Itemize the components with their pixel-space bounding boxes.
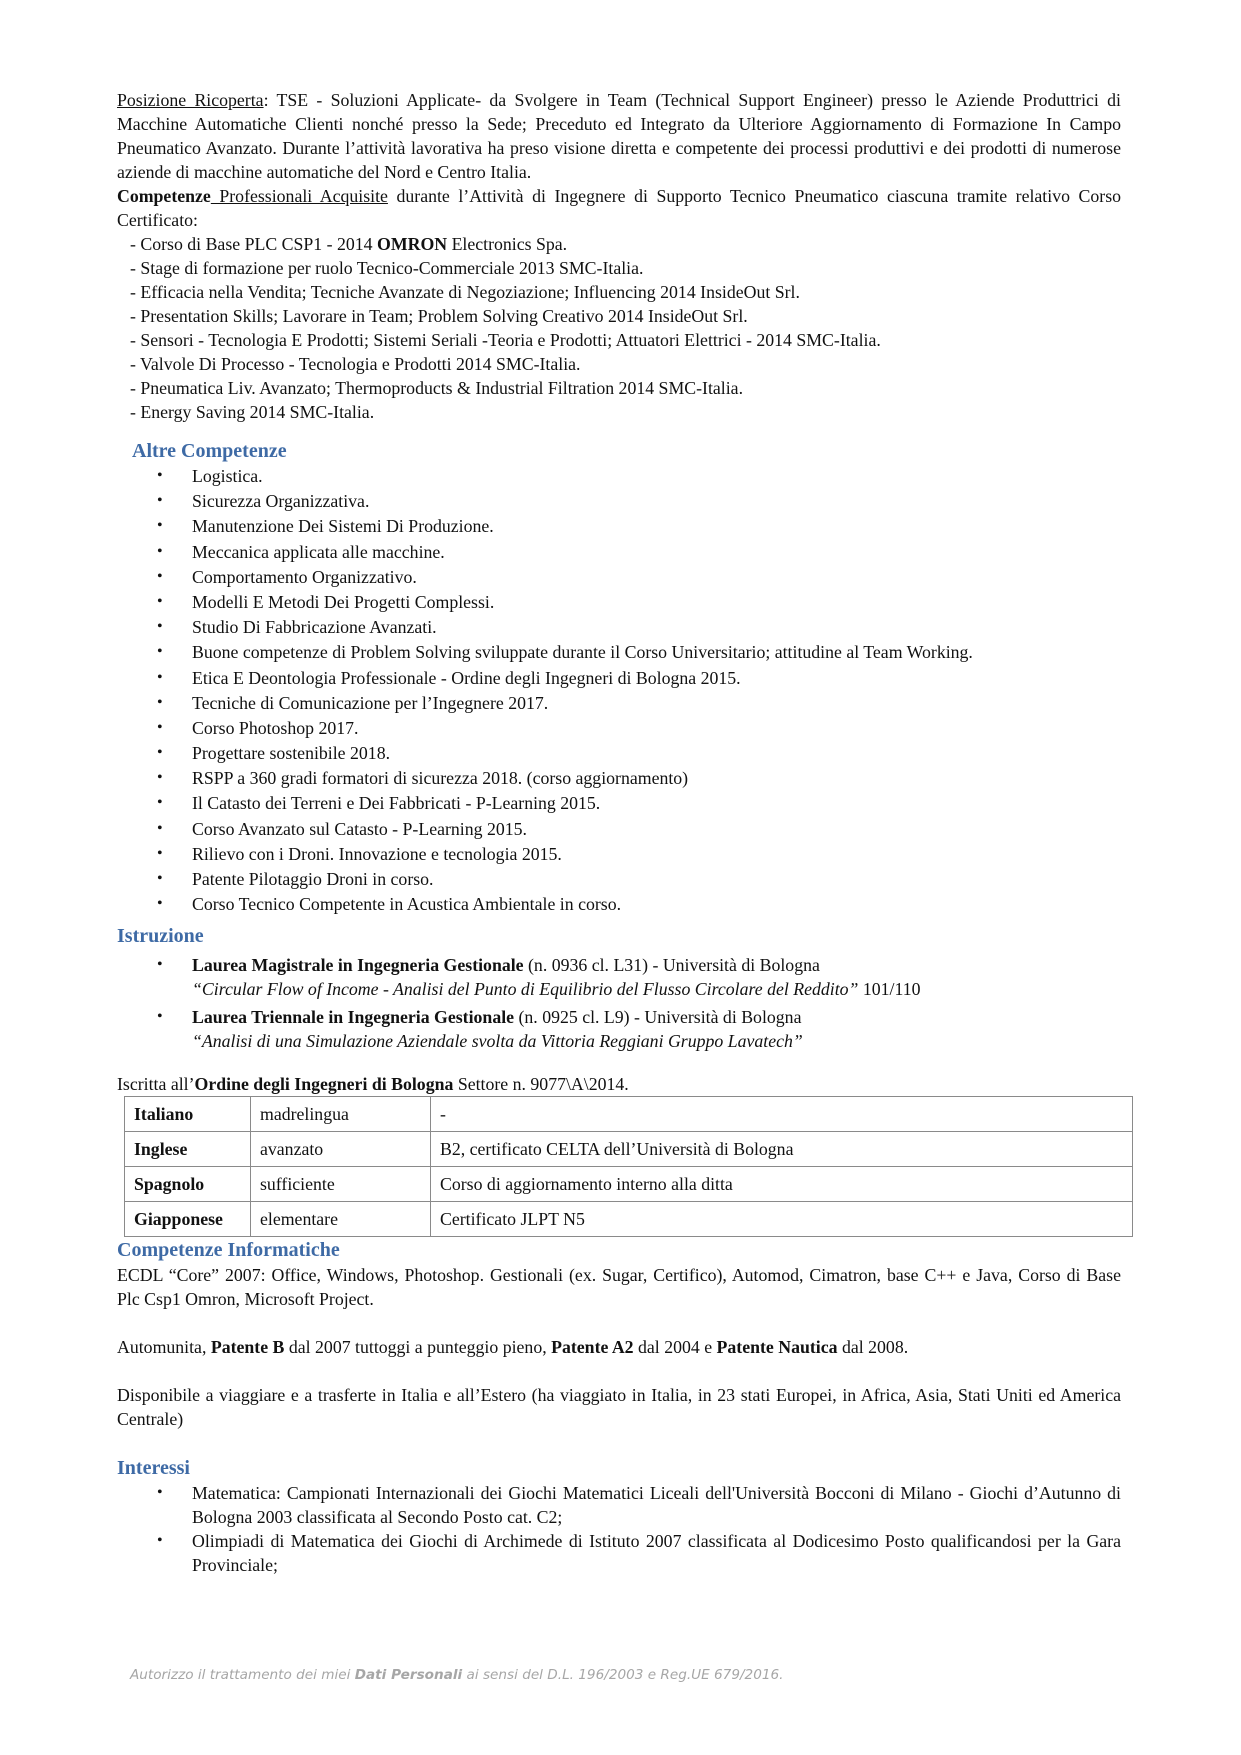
list-item: [117, 1529, 1121, 1577]
course-item: [130, 304, 1121, 328]
bullet-icon: •: [157, 542, 163, 560]
list-item: [117, 1481, 1121, 1529]
patenti-text: dal 2007 tuttoggi a punteggio pieno,: [284, 1337, 552, 1358]
list-item: [117, 590, 1121, 615]
cv-content: [117, 88, 1121, 1577]
bullet-icon: •: [157, 643, 163, 661]
bullet-icon: •: [157, 567, 163, 585]
degree-detail: (n. 0936 cl. L31) - Università di Bologna: [523, 955, 820, 976]
list-item: [117, 540, 1121, 565]
section-heading-altre: Altre Competenze: [132, 440, 287, 462]
course-text: - Corso di Base PLC CSP1 - 2014: [130, 234, 377, 254]
footer-text: Autorizzo il trattamento dei miei: [130, 1667, 355, 1683]
patenti-text: dal 2004 e: [633, 1337, 717, 1358]
bullet-icon: •: [157, 844, 163, 862]
list-item: [117, 615, 1121, 640]
list-item-text: Meccanica applicata alle macchine.: [192, 541, 445, 562]
lang-note: Certificato JLPT N5: [431, 1202, 1133, 1237]
lang-name: Spagnolo: [125, 1167, 251, 1202]
patenti-text: dal 2008.: [837, 1337, 909, 1358]
list-item: [117, 842, 1121, 867]
education-item: [117, 1005, 1121, 1053]
lang-name: Italiano: [125, 1097, 251, 1132]
footer-bold: Dati Personali: [354, 1667, 463, 1683]
section-heading-istruzione: Istruzione: [117, 925, 204, 948]
course-text-end: Electronics Spa.: [447, 234, 568, 254]
list-item-text: Tecniche di Comunicazione per l’Ingegnere 2017.: [192, 692, 549, 713]
list-item: [117, 464, 1121, 489]
section-heading-interessi: Interessi: [117, 1457, 190, 1480]
bullet-icon: •: [157, 870, 163, 887]
list-item-text: Rilievo con i Droni. Innovazione e tecnologia 2015.: [192, 843, 562, 864]
education-thesis: [192, 1029, 1121, 1053]
lang-name: Giapponese: [125, 1202, 251, 1237]
course-item: [130, 376, 1121, 400]
bullet-icon: •: [157, 794, 163, 812]
list-item: [117, 791, 1121, 816]
course-item: [130, 352, 1121, 376]
ordine-post: Settore n. 9077\A\2014.: [453, 1074, 629, 1095]
table-row: [125, 1097, 1133, 1132]
thesis-title: “Circular Flow of Income - Analisi del Punto di Equilibrio del Flusso Circolare del Reddito”: [192, 979, 859, 1000]
istruzione-list: [117, 953, 1121, 1053]
bullet-icon: •: [157, 895, 163, 913]
list-item-text: Corso Photoshop 2017.: [192, 717, 359, 738]
list-item: [117, 892, 1121, 917]
position-label: Posizione Ricoperta: [117, 90, 264, 110]
bullet-icon: •: [157, 618, 163, 636]
lang-note: B2, certificato CELTA dell’Università di Bologna: [431, 1132, 1133, 1167]
list-item: [117, 691, 1121, 716]
education-thesis: [192, 977, 1121, 1001]
position-text: : TSE - Soluzioni Applicate- da Svolgere in Team (Technical Support Engineer) presso le Aziende Produttrici di Macchine Automatiche Clienti nonché presso la Sede; Preceduto ed Integrato da Ulteriore Aggiornamento di Formazione In Campo Pneumatico Avanzato. Durante l’attività lavorativa ha preso visione diretta e competente dei processi produttivi e dei prodotti di numerose aziende di macchine automatiche del Nord e Centro Italia.: [117, 90, 1121, 182]
section-heading-informatiche: Competenze Informatiche: [117, 1239, 340, 1262]
lang-note: -: [431, 1097, 1133, 1132]
course-text: - Stage di formazione per ruolo Tecnico-Commerciale 2013 SMC-Italia.: [130, 258, 644, 278]
degree-name: Laurea Magistrale in Ingegneria Gestionale: [192, 955, 524, 976]
list-item-text: Manutenzione Dei Sistemi Di Produzione.: [192, 516, 494, 537]
patenti-text: Automunita,: [117, 1337, 211, 1358]
list-item-text: Comportamento Organizzativo.: [192, 566, 417, 587]
degree-detail: (n. 0925 cl. L9) - Università di Bologna: [514, 1007, 802, 1028]
bullet-icon: •: [157, 718, 163, 736]
course-item: [130, 232, 1121, 256]
bullet-icon: •: [157, 744, 163, 762]
lang-name: Inglese: [125, 1132, 251, 1167]
course-text: - Energy Saving 2014 SMC-Italia.: [130, 402, 375, 422]
bullet-icon: •: [157, 956, 163, 974]
course-text: - Pneumatica Liv. Avanzato; Thermoproducts & Industrial Filtration 2014 SMC-Italia.: [130, 378, 744, 398]
bullet-icon: •: [157, 1532, 163, 1550]
thesis-title: “Analisi di una Simulazione Aziendale svolta da Vittoria Reggiani Gruppo Lavatech”: [192, 1031, 803, 1052]
list-item-text: Matematica: Campionati Internazionali dei Giochi Matematici Liceali dell'Università Bocconi di Milano - Giochi d’Autunno di Bologna 2003 classificata al Secondo Posto cat. C2;: [192, 1483, 1121, 1528]
bullet-icon: •: [157, 668, 163, 686]
education-title: [192, 953, 1121, 977]
bullet-icon: •: [157, 592, 163, 610]
course-item: [130, 256, 1121, 280]
list-item-text: Olimpiadi di Matematica dei Giochi di Archimede di Istituto 2007 classificata al Dodicesimo Posto qualificandosi per la Gara Provinciale;: [192, 1531, 1121, 1576]
list-item-text: Sicurezza Organizzativa.: [192, 491, 370, 512]
lang-note: Corso di aggiornamento interno alla ditta: [431, 1167, 1133, 1202]
position-paragraph: [117, 88, 1121, 184]
list-item-text: Progettare sostenibile 2018.: [192, 743, 391, 764]
course-item: [130, 400, 1121, 424]
list-item: [117, 565, 1121, 590]
patente-nautica: Patente Nautica: [716, 1337, 838, 1358]
degree-name: Laurea Triennale in Ingegneria Gestionale: [192, 1007, 515, 1028]
list-item: [117, 640, 1121, 665]
list-item-text: Modelli E Metodi Dei Progetti Complessi.: [192, 591, 495, 612]
patenti-line: [117, 1335, 1121, 1359]
list-item-text: RSPP a 360 gradi formatori di sicurezza 2018. (corso aggiornamento): [192, 768, 689, 789]
list-item-text: Logistica.: [192, 466, 263, 486]
education-title: [192, 1005, 1121, 1029]
languages-table: [124, 1096, 1133, 1237]
bullet-icon: •: [157, 1484, 163, 1502]
course-item: [130, 328, 1121, 352]
table-row: [125, 1202, 1133, 1237]
ordine-pre: Iscritta all’: [117, 1074, 195, 1095]
bullet-icon: •: [157, 819, 163, 837]
list-item: [117, 666, 1121, 691]
lang-level: elementare: [251, 1202, 431, 1237]
bullet-icon: •: [157, 769, 163, 787]
viaggi-paragraph: Disponibile a viaggiare e a trasferte in Italia e all’Estero (ha viaggiato in Italia, in 23 stati Europei, in Africa, Asia, Stati Uniti ed America Centrale): [117, 1385, 1121, 1430]
competenze-text: durante l’Attività di Ingegnere di Supporto Tecnico Pneumatico ciascuna tramite relativo Corso Certificato:: [117, 186, 1122, 230]
lang-level: sufficiente: [251, 1167, 431, 1202]
patente-a2: Patente A2: [551, 1337, 634, 1358]
course-text: - Presentation Skills; Lavorare in Team; Problem Solving Creativo 2014 InsideOut Srl.: [130, 306, 748, 326]
bullet-icon: •: [157, 693, 163, 711]
informatiche-text: ECDL “Core” 2007: Office, Windows, Photoshop. Gestionali (ex. Sugar, Certifico), Automod, Cimatron, base C++ e Java, Corso di Base Plc Csp1 Omron, Microsoft Project.: [117, 1265, 1121, 1310]
ordine-name: Ordine degli Ingegneri di Bologna: [194, 1074, 454, 1095]
altre-list: [117, 464, 1121, 917]
thesis-grade: 101/110: [858, 979, 921, 1000]
list-item-text: Etica E Deontologia Professionale - Ordine degli Ingegneri di Bologna 2015.: [192, 667, 741, 688]
list-item: [117, 489, 1121, 514]
bullet-icon: •: [157, 517, 163, 535]
bullet-icon: •: [157, 467, 163, 484]
list-item: [117, 766, 1121, 791]
patente-b: Patente B: [210, 1337, 285, 1358]
lang-level: madrelingua: [251, 1097, 431, 1132]
course-text: - Valvole Di Processo - Tecnologia e Prodotti 2014 SMC-Italia.: [130, 354, 581, 374]
competenze-underlined: Professionali Acquisite: [210, 186, 388, 206]
list-item-text: Corso Avanzato sul Catasto - P-Learning 2015.: [192, 818, 527, 839]
competenze-intro: [117, 184, 1121, 232]
list-item: [117, 716, 1121, 741]
table-row: [125, 1132, 1133, 1167]
education-item: [117, 953, 1121, 1001]
list-item-text: Studio Di Fabbricazione Avanzati.: [192, 617, 437, 638]
bullet-icon: •: [157, 1008, 163, 1026]
list-item: [117, 817, 1121, 842]
course-list: [117, 232, 1121, 424]
list-item-text: Il Catasto dei Terreni e Dei Fabbricati - P-Learning 2015.: [192, 793, 601, 814]
course-text: - Sensori - Tecnologia E Prodotti; Sistemi Seriali -Teoria e Prodotti; Attuatori Elettrici - 2014 SMC-Italia.: [130, 330, 881, 350]
footer-text-end: ai sensi del D.L. 196/2003 e Reg.UE 679/2016.: [462, 1667, 784, 1683]
list-item-text: Patente Pilotaggio Droni in corso.: [192, 869, 434, 889]
course-item: [130, 280, 1121, 304]
ordine-line: [117, 1072, 1121, 1096]
list-item-text: Corso Tecnico Competente in Acustica Ambientale in corso.: [192, 894, 622, 915]
table-row: [125, 1167, 1133, 1202]
competenze-bold: Competenze: [117, 186, 211, 206]
interessi-list: [117, 1481, 1121, 1577]
course-text: - Efficacia nella Vendita; Tecniche Avanzate di Negoziazione; Influencing 2014 InsideOut Srl.: [130, 282, 800, 302]
lang-level: avanzato: [251, 1132, 431, 1167]
list-item: [117, 514, 1121, 539]
list-item: [117, 741, 1121, 766]
privacy-footer: [130, 1667, 783, 1683]
bullet-icon: •: [157, 492, 163, 510]
course-company: OMRON: [376, 234, 448, 254]
list-item-text: Buone competenze di Problem Solving sviluppate durante il Corso Universitario; attitudine al Team Working.: [192, 642, 973, 663]
list-item: [117, 867, 1121, 892]
